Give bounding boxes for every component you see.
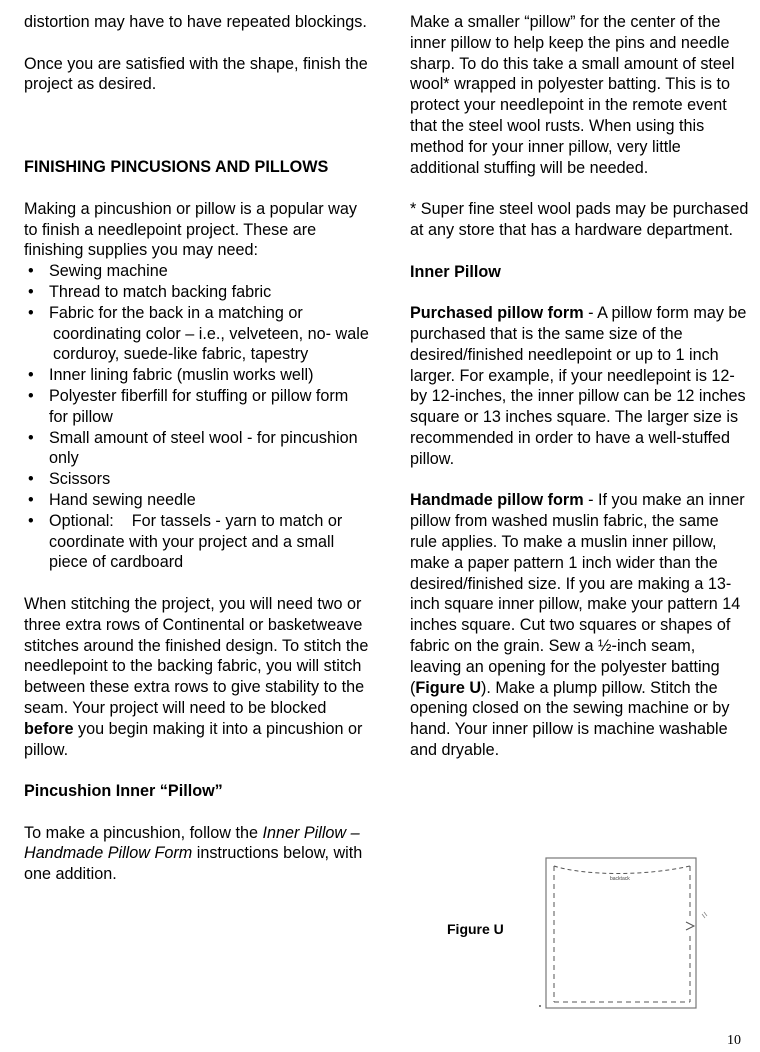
list-item: • Optional: For tassels - yarn to match or coordinate with your project and a small piece of cardboard [24, 511, 369, 573]
figure-seam-line [554, 866, 690, 874]
paragraph-steel-wool-note: * Super fine steel wool pads may be purchased at any store that has a hardware department. [410, 200, 749, 239]
figure-backtack-text: backtack [610, 876, 630, 882]
right-column [410, 12, 750, 761]
list-item: • Thread to match backing fabric [24, 282, 369, 303]
paragraph-handmade-pillow-form: Handmade pillow form - If you make an inner pillow from washed muslin fabric, the same rule applies. To make a muslin inner pillow, make a paper pattern 1 inch wider than the desired/finished size. If you are making a 13-inch square inner pillow, make your pattern 14 inches square. Cut two squares or shapes of fabric on the grain. Sew a ½-inch seam, leaving an opening for the polyester batting (Figure U). Make a plump pillow. Stitch the opening closed on the sewing machine or by hand. Your inner pillow is machine washable and dryable. [410, 491, 745, 759]
figure-u-reference: Figure U [415, 678, 482, 697]
list-item: • Inner lining fabric (muslin works well) [24, 365, 369, 386]
bold-purchased-pillow-form: Purchased pillow form [410, 304, 584, 323]
bold-handmade-pillow-form: Handmade pillow form [410, 491, 584, 510]
paragraph-purchased-pillow-form: Purchased pillow form - A pillow form may be purchased that is the same size of the desired/finished needlepoint or up to 1 inch larger. For example, if your needlepoint is 12- by 12-inches, the inner pillow can be 12 inches square or 13 inches square. The larger size is recommended in order to have a well-stuffed pillow. [410, 304, 747, 468]
list-item: • Scissors [24, 469, 369, 490]
left-column [24, 12, 369, 885]
figure-u-diagram [536, 856, 716, 1012]
supplies-list [24, 261, 369, 573]
page-number: 10 [727, 1033, 741, 1048]
figure-opening-mark [686, 922, 694, 930]
paragraph-make-pincushion: To make a pincushion, follow the Inner Pillow – Handmade Pillow Form instructions below, with one addition. [24, 823, 363, 884]
paragraph-distortion: distortion may have to have repeated blockings. [24, 13, 367, 31]
paragraph-satisfied: Once you are satisfied with the shape, finish the project as desired. [24, 54, 368, 94]
heading-finishing-pincusions: FINISHING PINCUSIONS AND PILLOWS [24, 158, 329, 177]
paragraph-stitching-project: When stitching the project, you will need two or three extra rows of Continental or basketweave stitches around the finished design. To stitch the needlepoint to the backing fabric, you will stitch between these extra rows to give stability to the seam. Your project will need to be blocked before you begin making it into a pincushion or pillow. [24, 594, 369, 759]
paragraph-smaller-pillow: Make a smaller “pillow” for the center of the inner pillow to help keep the pins and needle sharp. To do this take a small amount of steel wool* wrapped in polyester batting. This is to protect your needlepoint in the remote event that the steel wool rusts. When using this method for your inner pillow, very little additional stuffing will be needed. [410, 13, 735, 177]
bold-before: before [24, 719, 74, 738]
heading-inner-pillow: Inner Pillow [410, 262, 501, 281]
italic-inner-pillow-ref: Inner Pillow – Handmade Pillow Form [24, 823, 360, 863]
list-item: • Sewing machine [24, 261, 369, 282]
paragraph-making-pincushion: Making a pincushion or pillow is a popular way to finish a needlepoint project. These are finishing supplies you may need: [24, 199, 357, 260]
figure-u-label: Figure U [447, 921, 504, 937]
list-item: • Fabric for the back in a matching or coordinating color – i.e., velveteen, no- wale corduroy, suede-like fabric, tapestry [24, 303, 369, 365]
list-item: • Hand sewing needle [24, 490, 369, 511]
list-item: • Polyester fiberfill for stuffing or pillow form for pillow [24, 386, 369, 428]
heading-pincushion-inner-pillow: Pincushion Inner “Pillow” [24, 782, 223, 801]
list-item: • Small amount of steel wool - for pincushion only [24, 428, 369, 470]
list-item-continuation: coordinating color – i.e., velveteen, no- wale corduroy, suede-like fabric, tapestry [53, 324, 369, 364]
